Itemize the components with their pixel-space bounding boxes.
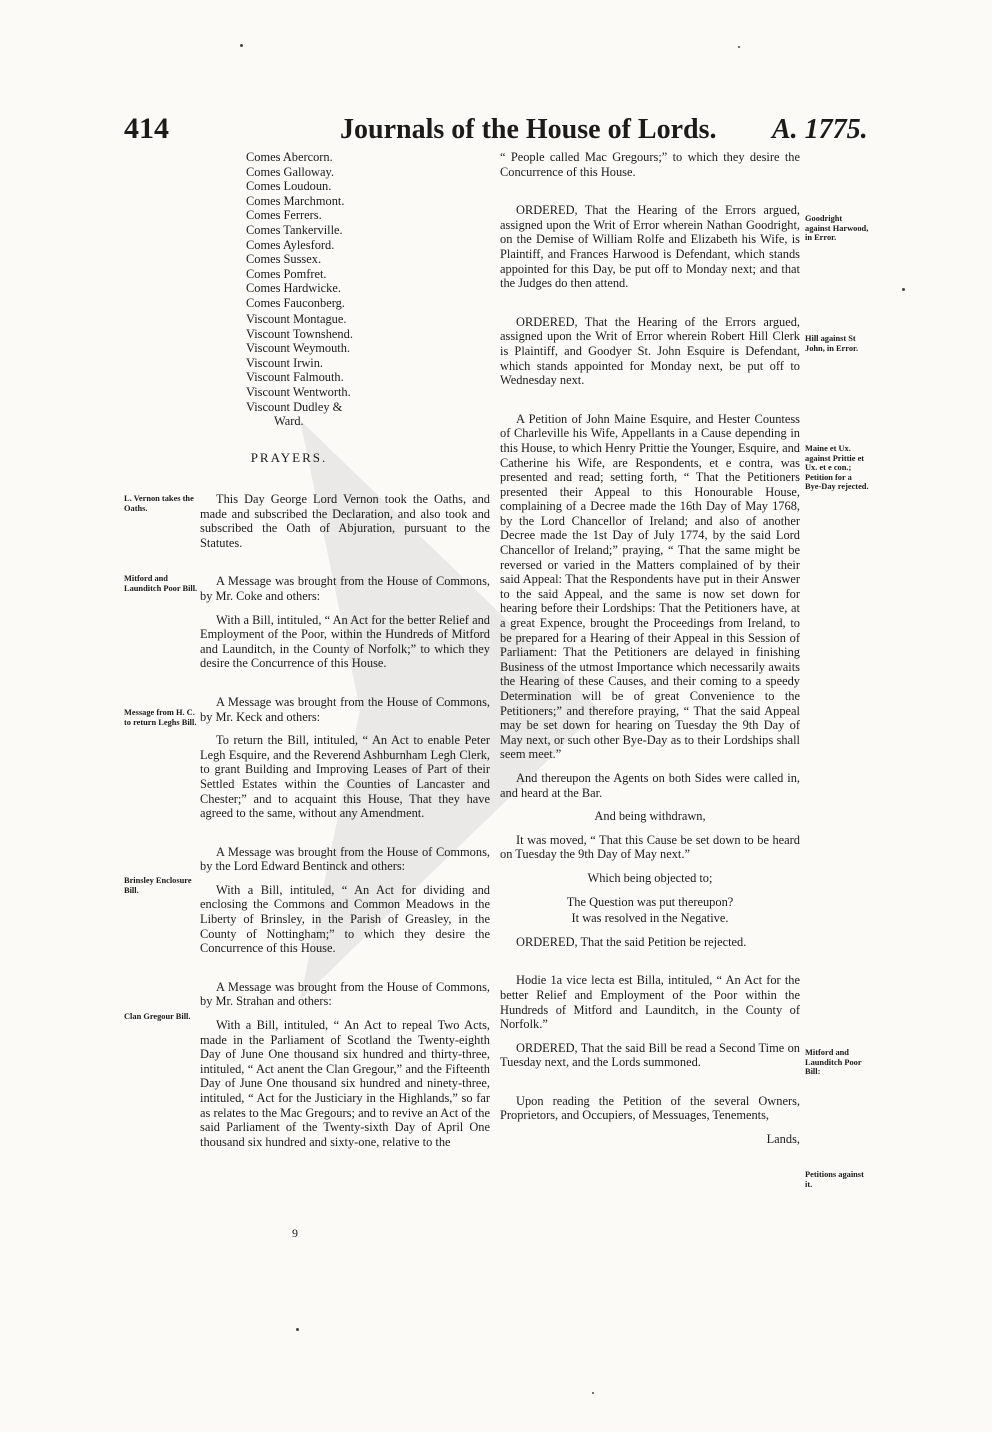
- peer-entry: Viscount Montague.: [246, 312, 347, 326]
- journal-year: A. 1775.: [772, 114, 868, 145]
- peer-entry: Comes Fauconberg.: [246, 295, 345, 310]
- paragraph: A Message was brought from the House of Commons, by Mr. Coke and others:: [200, 574, 490, 603]
- catchword: Lands,: [766, 1132, 800, 1147]
- paragraph: Which being objected to;: [587, 870, 713, 885]
- peer-entry: Viscount Townshend.: [246, 326, 353, 341]
- peers-viscount-list: [246, 312, 353, 429]
- paragraph: A Message was brought from the House of Commons, by Mr. Strahan and others:: [200, 979, 490, 1009]
- peer-entry: Comes Hardwicke.: [246, 281, 341, 296]
- paragraph: And being withdrawn,: [594, 809, 706, 824]
- margin-note: L. Vernon takes the Oaths.: [124, 494, 194, 513]
- signature-mark: 9: [292, 1226, 298, 1240]
- paragraph: With a Bill, intituled, “ An Act to repeal Two Acts, made in the Parliament of Scotland the Twenty-eighth Day of June One thousand six hundred and thirty-three, intituled, “ Act anent the Clan Gregour,” and the Fifteenth Day of June One thousand six hundred and ninety-three, intituled, “ Act for the Justiciary in the Highlands,” so far as relates to the Mac Gregours; and to revive an Act of the said Parliament of the Twenty-sixth Day of April One thousand six hundred and sixty-one, relative to the: [200, 1018, 490, 1149]
- peer-entry: Comes Loudoun.: [246, 179, 332, 194]
- paragraph: ORDERED, That the Hearing of the Errors argued, assigned upon the Writ of Error wherein Nathan Goodright, on the Demise of William Rolfe and Elizabeth his Wife, is Plaintiff, and Frances Harwood is Defendant, which stands appointed for this Day, be put off to Monday next; and that the Judges do then attend.: [500, 203, 800, 291]
- margin-note: Petitions against it.: [805, 1170, 864, 1189]
- margin-note: Message from H. C. to return Leghs Bill.: [124, 708, 197, 727]
- paragraph: A Message was brought from the House of Commons, by the Lord Edward Bentinck and others:: [200, 844, 490, 874]
- margin-note: Mitford and Launditch Poor Bill:: [805, 1048, 862, 1077]
- paragraph: ORDERED, That the said Petition be rejected.: [516, 934, 747, 949]
- page-header: [0, 112, 992, 152]
- paper-speck: [738, 46, 740, 48]
- peer-entry: Comes Ferrers.: [246, 208, 322, 223]
- paragraph: This Day George Lord Vernon took the Oaths, and made and subscribed the Declaration, and also took and subscribed the Oath of Abjuration, pursuant to the Statutes.: [200, 492, 490, 550]
- peers-comes-list: [246, 150, 345, 311]
- margin-note: Brinsley Enclosure Bill.: [124, 876, 192, 895]
- paragraph: To return the Bill, intituled, “ An Act to enable Peter Legh Esquire, and the Reverend Ashburnham Legh Clerk, to grant Building and Improving Leases of Part of their Settled Estates within the Counties of Lancaster and Chester;” and to acquaint this House, That they have agreed to the same, without any Amendment.: [200, 733, 490, 821]
- paragraph: With a Bill, intituled, “ An Act for dividing and enclosing the Commons and Common Meadows in the Liberty of Brinsley, in the Parish of Greasley, in the County of Nottingham;” to which they desire the Concurrence of this House.: [200, 882, 490, 956]
- peer-entry: Viscount Weymouth.: [246, 341, 351, 356]
- margin-note: Goodright against Harwood, in Error.: [805, 214, 869, 243]
- margin-note: Hill against St John, in Error.: [805, 334, 859, 353]
- peer-entry: Viscount Wentworth.: [246, 384, 351, 399]
- left-column-text: [200, 492, 490, 1149]
- paragraph: And thereupon the Agents on both Sides were called in, and heard at the Bar.: [500, 770, 800, 800]
- paragraph: It was moved, “ That this Cause be set down to be heard on Tuesday the 9th Day of May next.”: [500, 832, 800, 862]
- peer-entry: Comes Tankerville.: [246, 222, 343, 237]
- right-column-text: [500, 150, 800, 1147]
- paragraph: Upon reading the Petition of the several Owners, Proprietors, and Occupiers, of Messuages, Tenements,: [500, 1093, 800, 1123]
- margin-note: Maine et Ux. against Prittie et Ux. et e con.; Petition for a Bye-Day rejected.: [805, 444, 869, 492]
- paragraph: It was resolved in the Negative.: [571, 911, 729, 926]
- paragraph: “ People called Mac Gregours;” to which they desire the Concurrence of this House.: [500, 150, 800, 179]
- paper-speck: [240, 44, 243, 47]
- paragraph: ORDERED, That the Hearing of the Errors argued, assigned upon the Writ of Error wherein Robert Hill Clerk is Plaintiff, and Goodyer St. John Esquire is Defendant, which stands appointed for Monday next, be put off to Wednesday next.: [500, 314, 800, 388]
- peer-entry: Comes Pomfret.: [246, 266, 327, 281]
- paper-speck: [902, 288, 905, 291]
- paper-speck: [592, 1392, 594, 1394]
- peer-entry: Comes Aylesford.: [246, 237, 335, 252]
- prayers-heading: PRAYERS.: [250, 450, 328, 465]
- paragraph: The Question was put thereupon?: [566, 894, 734, 909]
- paper-speck: [296, 1328, 299, 1331]
- paragraph: A Petition of John Maine Esquire, and Hester Countess of Charleville his Wife, Appellants in a Cause depending in this House, to which Henry Prittie the Younger, Esquire, and Catherine his Wife, are Respondents, et e contra, was presented and read; setting forth, “ That the Petitioners presented their Appeal to this Honourable House, complaining of a Decree made the 16th Day of May 1768, by the Lord Chancellor of Ireland; and also of another Decree made the 1st Day of July 1774, by the said Lord Chancellor of Ireland;” praying, “ That the same might be reversed or varied in the Matters complained of by their said Appeal: That the Respondents have put in their Answer to the said Appeal, and the same is now set down for hearing before their Lordships: That the Petitioners have, at a great Expence, brought the Proceedings from Ireland, to be prepared for a Hearing of their Appeal in this Session of Parliament: That the Petitioners are delayed in finishing Business of the utmost Importance which necessarily awaits the Hearing of these Causes, and their coming to a speedy Determination will be of great Convenience to the Petitioners;” and therefore praying, “ That the said Appeal may be set down for hearing on Tuesday the 9th Day of May next, or such other Bye-Day as to their Lordships shall seem meet.”: [500, 411, 800, 762]
- margin-note: Clan Gregour Bill.: [124, 1012, 191, 1021]
- peer-entry: Viscount Irwin.: [246, 355, 324, 370]
- page-number: 414: [124, 112, 169, 145]
- peer-entry: Viscount Falmouth.: [246, 370, 344, 385]
- paragraph: ORDERED, That the said Bill be read a Second Time on Tuesday next, and the Lords summoned.: [500, 1040, 800, 1070]
- margin-note: Mitford and Launditch Poor Bill.: [124, 574, 198, 593]
- paragraph: Hodie 1a vice lecta est Billa, intituled, “ An Act for the better Relief and Employment of the Poor within the Hundreds of Mitford and Launditch, in the County of Norfolk.”: [500, 973, 800, 1032]
- peer-entry: Viscount Dudley &: [246, 399, 343, 414]
- paragraph: A Message was brought from the House of Commons, by Mr. Keck and others:: [200, 694, 490, 724]
- paragraph: With a Bill, intituled, “ An Act for the better Relief and Employment of the Poor, within the Hundreds of Mitford and Launditch, in the County of Norfolk;” to which they desire the Concurrence of this House.: [200, 612, 490, 671]
- journal-title: Journals of the House of Lords.: [340, 114, 717, 145]
- peer-entry: Ward.: [274, 414, 304, 429]
- peer-entry: Comes Marchmont.: [246, 193, 345, 208]
- peer-entry: Comes Sussex.: [246, 252, 322, 267]
- peer-entry: Comes Galloway.: [246, 164, 334, 179]
- peer-entry: Comes Abercorn.: [246, 150, 333, 164]
